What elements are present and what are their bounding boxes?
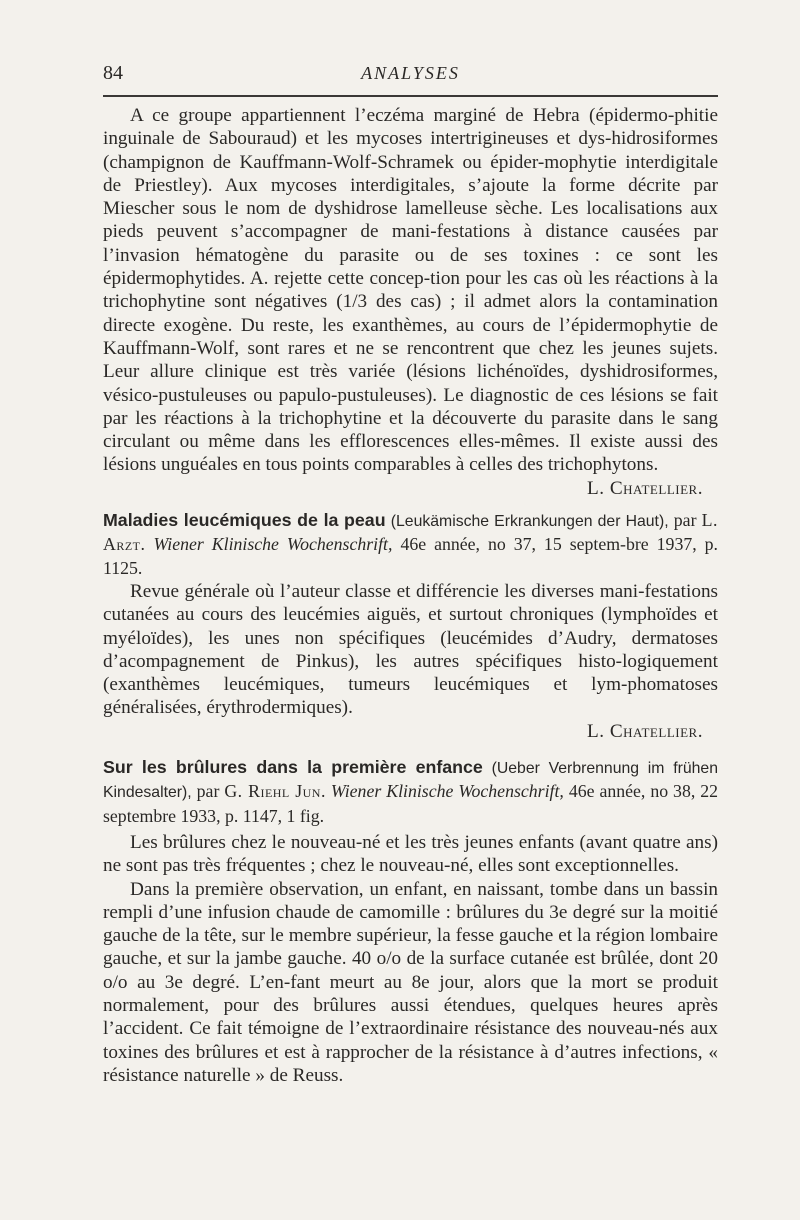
- review3-heading: [103, 756, 718, 828]
- spacer: [103, 500, 718, 503]
- review3-title: Sur les brûlures dans la première enfance: [103, 757, 483, 778]
- review3-paragraph-1: Les brûlures chez le nouveau-né et les très jeunes enfants (avant quatre ans) ne sont pas très fréquentes ; chez le nouveau-né, elles sont exceptionnelles.: [103, 831, 718, 877]
- review2-original-title: (Leukämische Erkrankungen der Haut),: [390, 513, 669, 531]
- review3-author-prefix: par: [196, 781, 220, 802]
- running-title: ANALYSES: [361, 63, 460, 83]
- page-header: [103, 62, 718, 86]
- page-number: 84: [103, 62, 123, 84]
- review2-signature-text: L. Chatellier.: [587, 720, 703, 742]
- review2-author-prefix: par: [673, 510, 697, 531]
- review3-author: G. Riehl Jun.: [224, 781, 326, 802]
- spacer: [103, 743, 718, 750]
- review2-heading: [103, 509, 718, 580]
- review3-journal: Wiener Klinische Wochenschrift,: [330, 781, 564, 802]
- review2-signature: [103, 720, 718, 743]
- header-rule: [103, 95, 718, 97]
- review1-paragraph: A ce groupe appartiennent l’eczéma marginé de Hebra (épidermo-phitie inguinale de Sabouraud) et les mycoses intertrigineuses et dys-hidrosiformes (champignon de Kauffmann-Wolf-Schramek ou épider-mophytie interdigitale de Priestley). Aux mycoses interdigitales, s’ajoute la forme décrite par Miescher sous le nom de dyshidrose lamelleuse sèche. Les localisations aux pieds peuvent s’accompagner de mani-festations à distance causées par l’invasion hématogène du parasite ou de ses toxines : ce sont les épidermophytides. A. rejette cette concep-tion pour les cas où les réactions à la trichophytine sont négatives (1/3 des cas) ; il admet alors la contamination directe exogène. Du reste, les exanthèmes, au cours de l’épidermophytie de Kauffmann-Wolf, sont rares et ne se rencontrent que chez les jeunes sujets. Leur allure clinique est très variée (lésions lichénoïdes, dyshidrosiformes, vésico-pustuleuses ou papulo-pustuleuses). Le diagnostic de ces lésions se fait par les réactions à la trichophytine et la découverte du parasite dans le sang circulant ou même dans les efflorescences elles-mêmes. Il existe aussi des lésions unguéales en tous points comparables à celles des trichophytons.: [103, 105, 718, 476]
- review1-signature-text: L. Chatellier.: [587, 477, 703, 499]
- review3-citation: 46e année, no 38, 22 septembre 1933, p. 1147, 1 fig.: [103, 781, 719, 826]
- review3-paragraph-2: Dans la première observation, un enfant, en naissant, tombe dans un bassin rempli d’une infusion chaude de camomille : brûlures du 3e degré sur la moitié gauche de la tête, sur le membre supérieur, la fesse gauche et la région lombaire gauche, et sur la jambe gauche. 40 o/o de la surface cutanée est brûlée, dont 20 o/o au 3e degré. L’en-fant meurt au 8e jour, alors que la mort se produit normalement, pour des brûlures aussi étendues, quelques heures après l’accident. Ce fait témoigne de l’extraordinaire résistance des nouveau-nés aux toxines des brûlures et est à rapprocher de la résistance à d’autres infections, « résistance naturelle » de Reuss.: [103, 878, 718, 1086]
- review2-citation: 46e année, no 37, 15 septem-bre 1937, p. 1125.: [103, 534, 718, 578]
- review2-journal: Wiener Klinische Wochenschrift,: [153, 534, 393, 555]
- review2-paragraph: Revue générale où l’auteur classe et différencie les diverses mani-festations cutanées au cours des leucémies aiguës, et surtout chroniques (lymphoïdes et myéloïdes), les unes non spécifiques (leucémides d’Audry, dermatoses d’acompagnement de Pinkus), les autres spécifiques histo-logiquement (exanthèmes leucémiques, tumeurs leucémiques et lym-phomatoses généralisées, érythrodermiques).: [103, 580, 718, 719]
- page-body: [103, 104, 718, 1087]
- review1-signature: [103, 477, 718, 500]
- review2-title: Maladies leucémiques de la peau: [103, 510, 386, 531]
- review2-author: L. Arzt.: [103, 510, 718, 555]
- review3-original-title: (Ueber Verbrennung im frühen Kindesalter),: [103, 760, 718, 802]
